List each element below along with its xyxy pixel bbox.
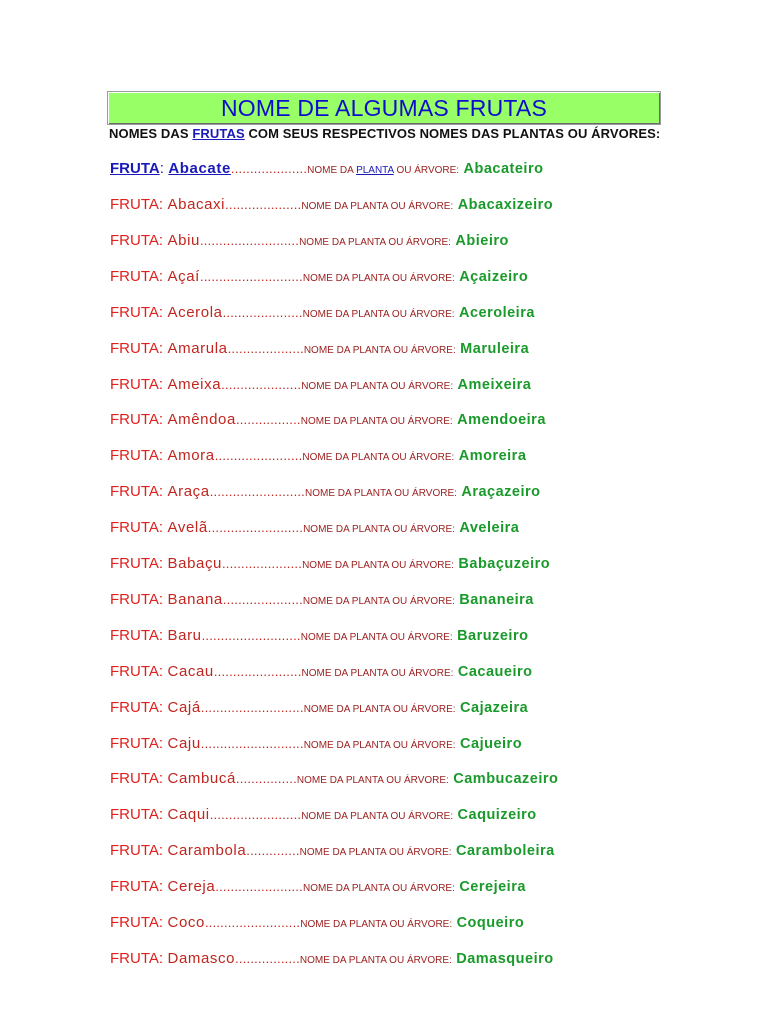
dots: .....................: [221, 376, 302, 392]
plant-label-b: OU ÁRVORE:: [396, 165, 460, 176]
list-item: [110, 196, 553, 216]
list-item: [110, 376, 531, 396]
list-item: [110, 591, 534, 611]
fruit-name: Amora: [167, 447, 215, 465]
list-item: [110, 483, 541, 503]
dots: .........................: [209, 484, 305, 500]
dots: ....................: [227, 340, 304, 356]
fruit-name: Avelã: [167, 519, 208, 537]
fruta-prefix: FRUTA:: [110, 447, 164, 465]
list-item: [110, 304, 535, 324]
colon: :: [159, 160, 164, 177]
fruit-name: Cambucá: [167, 770, 236, 788]
fruit-name: Coco: [167, 914, 205, 931]
dots: .................: [235, 950, 300, 966]
plant-label: NOME DA PLANTA OU ÁRVORE:: [302, 308, 455, 320]
fruit-name: Damasco: [167, 949, 236, 967]
tree-name: Damasqueiro: [456, 950, 554, 967]
subtitle-before: NOMES DAS: [109, 126, 189, 141]
fruit-name: Ameixa: [167, 375, 222, 393]
plant-label: NOME DA PLANTA OU ÁRVORE:: [303, 344, 456, 356]
tree-name: Cajueiro: [460, 735, 523, 752]
tree-name: Cacaueiro: [457, 663, 533, 680]
plant-label-a: NOME DA: [307, 165, 354, 176]
fruit-name: Cajá: [167, 698, 201, 716]
plant-label: NOME DA PLANTA OU ÁRVORE:: [303, 703, 456, 715]
list-item: [110, 842, 555, 862]
list-item: [110, 232, 509, 252]
fruit-name: Açaí: [167, 267, 200, 285]
fruta-prefix: FRUTA:: [110, 339, 164, 357]
dots: ................: [235, 771, 297, 787]
tree-name: Abieiro: [455, 232, 509, 249]
fruta-prefix: FRUTA:: [110, 949, 164, 967]
tree-name: Cerejeira: [459, 879, 526, 896]
tree-name: Baruzeiro: [457, 627, 529, 644]
fruta-prefix: FRUTA:: [110, 231, 164, 249]
fruta-prefix: FRUTA:: [110, 519, 164, 537]
plant-label: NOME DA PLANTA OU ÁRVORE:: [299, 847, 452, 859]
plant-label: NOME DA PLANTA OU ÁRVORE:: [302, 883, 455, 895]
dots: ...........................: [200, 699, 304, 715]
plant-label: NOME DA PLANTA OU ÁRVORE:: [301, 201, 454, 212]
list-item: [110, 555, 550, 575]
tree-name: Maruleira: [460, 340, 530, 357]
fruit-name: Abacaxi: [167, 196, 226, 213]
list-item: [110, 806, 537, 826]
tree-name: Ameixeira: [457, 376, 532, 393]
dots: ..........................: [201, 627, 301, 643]
fruta-prefix: FRUTA:: [110, 698, 164, 716]
tree-name: Aveleira: [459, 520, 520, 537]
fruit-name: Cereja: [167, 878, 216, 896]
plant-label: NOME DA PLANTA OU ÁRVORE:: [302, 452, 455, 464]
fruta-prefix: FRUTA:: [110, 842, 164, 860]
fruta-prefix: FRUTA:: [110, 662, 164, 680]
tree-name: Caquizeiro: [457, 807, 537, 824]
fruta-prefix: FRUTA:: [110, 267, 164, 285]
list-item: [110, 411, 546, 431]
list-item: [110, 735, 522, 755]
fruta-prefix: FRUTA:: [110, 411, 164, 429]
subtitle: [109, 126, 660, 141]
fruit-name: Abiu: [167, 231, 200, 249]
plant-label: NOME DA PLANTA OU ÁRVORE:: [301, 811, 454, 823]
tree-name: Açaizeiro: [459, 268, 529, 285]
plant-label: NOME DA PLANTA OU ÁRVORE:: [303, 739, 456, 751]
plant-label: NOME DA PLANTA OU ÁRVORE:: [303, 524, 455, 536]
tree-name: Amendoeira: [457, 412, 546, 429]
fruit-name: Amêndoa: [167, 411, 236, 429]
list-item: [110, 950, 554, 970]
dots: .........................: [204, 915, 301, 930]
dots: .........................: [207, 520, 304, 536]
tree-name: Abacaxizeiro: [457, 197, 554, 213]
list-item: [110, 770, 558, 790]
abacate-link[interactable]: Abacate: [168, 160, 231, 177]
dots: ....................: [230, 161, 308, 176]
title-box: [107, 91, 661, 125]
plant-label: NOME DA PLANTA OU ÁRVORE:: [299, 954, 452, 966]
fruit-name: Babaçu: [167, 555, 222, 572]
fruit-name: Banana: [167, 590, 223, 608]
plant-label: NOME DA PLANTA OU ÁRVORE:: [300, 631, 453, 643]
dots: ...........................: [200, 735, 304, 751]
tree-name: Araçazeiro: [461, 484, 541, 501]
list-item: [110, 519, 519, 539]
fruit-name: Acerola: [167, 303, 223, 321]
fruta-prefix: FRUTA:: [110, 878, 164, 896]
list-item-first: [110, 160, 543, 180]
fruta-prefix: FRUTA:: [110, 914, 164, 931]
fruit-name: Carambola: [167, 842, 247, 860]
fruta-prefix: FRUTA:: [110, 483, 164, 501]
list-item: [110, 878, 526, 898]
frutas-link[interactable]: FRUTAS: [192, 126, 245, 141]
fruit-name: Caju: [167, 734, 201, 752]
plant-label: [307, 165, 459, 176]
plant-label: NOME DA PLANTA OU ÁRVORE:: [300, 416, 453, 428]
list-item: [110, 627, 528, 647]
fruta-prefix: FRUTA:: [110, 806, 164, 824]
dots: ...........................: [199, 268, 303, 284]
dots: ..........................: [199, 232, 300, 248]
list-item: [110, 914, 524, 934]
dots: .......................: [215, 879, 303, 895]
tree-name: Coqueiro: [456, 915, 525, 931]
fruta-prefix: FRUTA:: [110, 303, 164, 321]
fruta-prefix: FRUTA:: [110, 770, 164, 788]
fruta-prefix: FRUTA:: [110, 734, 164, 752]
fruta-prefix: FRUTA:: [110, 626, 164, 644]
tree-name: Bananeira: [459, 591, 534, 608]
plant-label: NOME DA PLANTA OU ÁRVORE:: [299, 236, 451, 248]
plant-label: NOME DA PLANTA OU ÁRVORE:: [302, 595, 455, 607]
fruta-prefix: FRUTA:: [110, 375, 164, 393]
tree-name: Cajazeira: [460, 699, 529, 716]
fruta-prefix: FRUTA:: [110, 590, 164, 608]
fruta-prefix: FRUTA:: [110, 555, 164, 572]
dots: ....................: [225, 197, 302, 212]
fruta-link[interactable]: FRUTA: [110, 160, 160, 177]
plant-label: NOME DA PLANTA OU ÁRVORE:: [302, 272, 455, 284]
plant-label: NOME DA PLANTA OU ÁRVORE:: [300, 919, 453, 930]
dots: .....................: [222, 591, 303, 607]
dots: .................: [235, 412, 301, 428]
plant-label: NOME DA PLANTA OU ÁRVORE:: [301, 380, 454, 392]
tree-name: Babaçuzeiro: [458, 556, 551, 572]
dots: ........................: [209, 807, 302, 823]
dots: .....................: [222, 556, 303, 571]
tree-name: Caramboleira: [456, 843, 555, 860]
list-item: [110, 268, 528, 288]
page-title: NOME DE ALGUMAS FRUTAS: [220, 94, 548, 121]
list-item: [110, 340, 529, 360]
dots: .......................: [213, 663, 302, 679]
fruit-name: Araça: [167, 483, 210, 501]
dots: ..............: [246, 843, 300, 859]
fruit-name: Cacau: [167, 662, 214, 680]
list-item: [110, 447, 526, 467]
list-item: [110, 699, 528, 719]
fruit-name: Baru: [167, 626, 202, 644]
fruit-name: Amarula: [167, 339, 228, 357]
tree-name: Amoreira: [458, 448, 527, 465]
dots: .....................: [222, 304, 303, 320]
list-item: [110, 663, 533, 683]
subtitle-after: COM SEUS RESPECTIVOS NOMES DAS PLANTAS OU ÁRVORES:: [248, 126, 661, 141]
tree-name: Aceroleira: [458, 304, 535, 321]
plant-label: NOME DA PLANTA OU ÁRVORE:: [296, 775, 449, 787]
fruit-name: Caqui: [167, 806, 210, 824]
tree-name: Cambucazeiro: [453, 771, 559, 788]
tree-name: Abacateiro: [463, 161, 544, 177]
dots: .......................: [214, 448, 303, 464]
plant-label: NOME DA PLANTA OU ÁRVORE:: [301, 667, 454, 679]
plant-label: NOME DA PLANTA OU ÁRVORE:: [305, 488, 457, 500]
fruta-prefix: FRUTA:: [110, 196, 164, 213]
planta-link[interactable]: PLANTA: [356, 165, 394, 176]
plant-label: NOME DA PLANTA OU ÁRVORE:: [302, 560, 454, 571]
